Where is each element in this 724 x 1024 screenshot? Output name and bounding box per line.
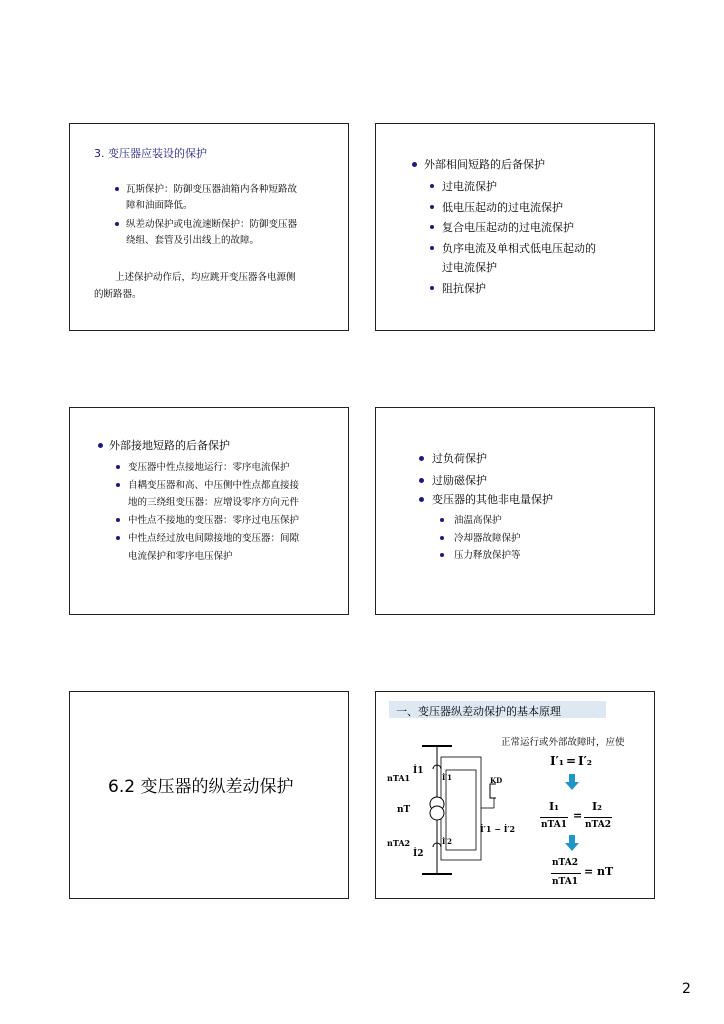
slide-2 <box>375 123 655 331</box>
bullet-dot <box>116 465 120 469</box>
arrow-down-icon <box>565 835 579 851</box>
slide2-item: 阻抗保护 <box>442 282 486 295</box>
slide1-item1-line2: 障和油面降低。 <box>126 200 193 211</box>
label-kd: KD <box>490 776 503 785</box>
bullet-dot <box>430 246 434 250</box>
bullet-dot <box>430 225 434 229</box>
slide1-item2-line2: 绕组、套管及引出线上的故障。 <box>126 235 260 246</box>
label-i2-prime: İ′2 <box>442 837 452 846</box>
slide4-subitem: 压力释放保护等 <box>454 550 521 561</box>
eq2-equals: = <box>573 809 583 822</box>
bullet-dot <box>430 184 434 188</box>
slide4-subitem: 油温高保护 <box>454 515 502 526</box>
bullet-dot <box>115 222 119 226</box>
slide5-title: 6.2 变压器的纵差动保护 <box>108 777 294 797</box>
bullet-dot <box>98 443 103 448</box>
bullet-dot <box>419 497 424 502</box>
bullet-dot <box>440 536 444 540</box>
eq2-fraction-bar1 <box>540 817 568 818</box>
slide3-item3: 中性点不接地的变压器：零序过电压保护 <box>128 515 300 526</box>
eq1-equals: = <box>566 754 577 768</box>
slide1-note-line2: 的断路器。 <box>94 289 142 300</box>
label-i1: İ1 <box>413 766 424 776</box>
slide4-item: 过励磁保护 <box>432 474 487 487</box>
bullet-dot <box>419 478 424 483</box>
slide2-item: 低电压起动的过电流保护 <box>442 201 563 214</box>
slide-5 <box>69 691 349 899</box>
slide2-item: 负序电流及单相式低电压起动的 <box>442 242 596 255</box>
eq3-den: nTA1 <box>552 877 578 887</box>
label-nta2: nTA2 <box>387 838 411 848</box>
slide1-note-line1: 上述保护动作后，均应跳开变压器各电源侧 <box>115 272 296 283</box>
bullet-dot <box>430 205 434 209</box>
slide2-item: 复合电压起动的过电流保护 <box>442 221 574 234</box>
slide3-item4-line2: 电流保护和零序电压保护 <box>128 551 233 562</box>
label-diff: İ′1 − İ′2 <box>480 824 516 834</box>
slide3-item2-line2: 地的三绕组变压器：应增设零序方向元件 <box>128 497 300 508</box>
slide2-item: 过电流保护 <box>442 180 497 193</box>
eq2-den1: nTA1 <box>541 820 567 830</box>
label-nta1: nTA1 <box>387 773 411 783</box>
slide3-item4-line1: 中性点经过放电间隙接地的变压器：间隙 <box>128 533 300 544</box>
slide1-title: 3. 变压器应装设的保护 <box>94 147 207 160</box>
label-i2: İ2 <box>413 849 424 859</box>
slide1-item2-line1: 纵差动保护或电流速断保护：防御变压器 <box>126 219 298 230</box>
eq3-fraction-bar <box>551 873 581 874</box>
slide-6 <box>375 691 655 899</box>
eq2-fraction-bar2 <box>584 817 612 818</box>
slide-1 <box>69 123 349 331</box>
bullet-dot <box>412 162 417 167</box>
slide2-heading: 外部相间短路的后备保护 <box>424 158 545 171</box>
bullet-dot <box>430 286 434 290</box>
eq2-den2: nTA2 <box>585 820 611 830</box>
bullet-dot <box>440 518 444 522</box>
slide4-subitem: 冷却器故障保护 <box>454 533 521 544</box>
eq2-num2: I₂ <box>592 800 602 813</box>
label-i1-prime: İ′1 <box>442 773 452 782</box>
slide3-heading: 外部接地短路的后备保护 <box>109 439 230 452</box>
eq2-num1: I₁ <box>549 800 559 813</box>
eq3-right: = nT <box>584 865 614 878</box>
label-nt: nT <box>397 805 411 815</box>
arrow-down-icon <box>565 774 579 790</box>
eq1-right: I′₂ <box>578 754 593 768</box>
bullet-dot <box>419 456 424 461</box>
bullet-dot <box>115 187 119 191</box>
bullet-dot <box>116 518 120 522</box>
bullet-dot <box>440 553 444 557</box>
slide3-item1: 变压器中性点接地运行：零序电流保护 <box>128 462 290 473</box>
eq3-num: nTA2 <box>552 858 578 868</box>
slide-4 <box>375 407 655 615</box>
slide3-item2-line1: 自耦变压器和高、中压侧中性点都直接接 <box>128 480 300 491</box>
slide1-item1-line1: 瓦斯保护：防御变压器油箱内各种短路故 <box>126 184 298 195</box>
bullet-dot <box>116 536 120 540</box>
page-number: 2 <box>682 981 691 997</box>
bullet-dot <box>116 483 120 487</box>
slide6-condition: 正常运行或外部故障时，应使 <box>501 737 625 748</box>
slide4-item: 变压器的其他非电量保护 <box>432 493 553 506</box>
slide2-item: 过电流保护 <box>442 261 497 274</box>
slide6-title: 一、变压器纵差动保护的基本原理 <box>396 705 561 718</box>
eq1-left: I′₁ <box>550 754 565 768</box>
slide4-item: 过负荷保护 <box>432 452 487 465</box>
slide-3 <box>69 407 349 615</box>
